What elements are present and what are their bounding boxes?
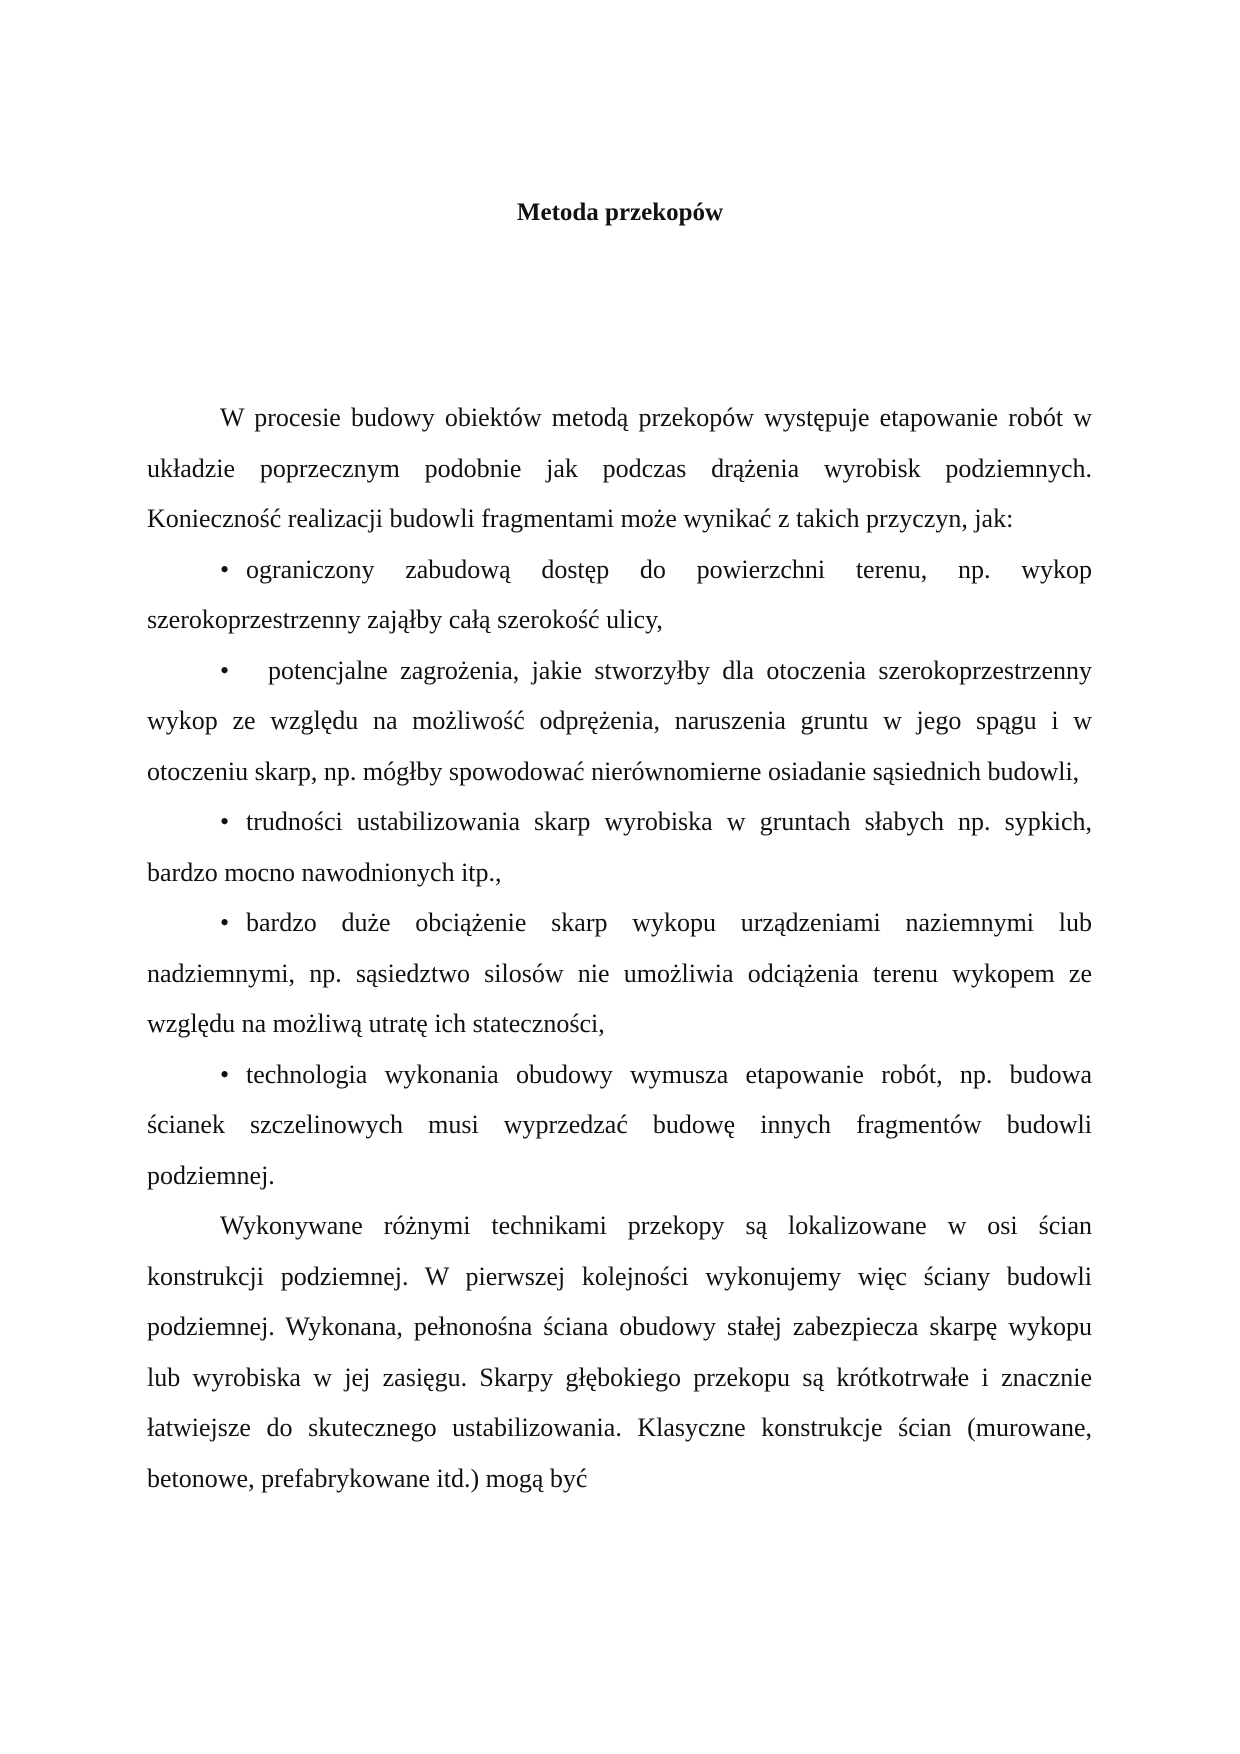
bullet-text: technologia wykonania obudowy wymusza etapowanie robót, np. budowa ścianek szczelinowych musi wyprzedzać budowę innych fragmentów budowli podziemnej. bbox=[147, 1059, 1092, 1190]
bullet-text: bardzo duże obciążenie skarp wykopu urządzeniami naziemnymi lub nadziemnymi, np. sąsiedztwo silosów nie umożliwia odciążenia terenu wykopem ze względu na możliwą utratę ich stateczności, bbox=[147, 908, 1092, 1038]
bullet-text: trudności ustabilizowania skarp wyrobiska w gruntach słabych np. sypkich, bardzo mocno nawodnionych itp., bbox=[147, 807, 1092, 887]
bullet-icon: • bbox=[220, 554, 230, 584]
document-title: Metoda przekopów bbox=[516, 199, 724, 226]
bullet-item-1 bbox=[147, 545, 1092, 646]
bullet-text: ograniczony zabudową dostęp do powierzchni terenu, np. wykop szerokoprzestrzenny zająłby całą szerokość ulicy, bbox=[147, 554, 1092, 634]
paragraph-second: Wykonywane różnymi technikami przekopy są lokalizowane w osi ścian konstrukcji podziemnej. W pierwszej kolejności wykonujemy więc ściany budowli podziemnej. Wykonana, pełnonośna ściana obudowy stałej zabezpiecza skarpę wykopu lub wyrobiska w jej zasięgu. Skarpy głębokiego przekopu są krótkotrwałe i znacznie łatwiejsze do skutecznego ustabilizowania. Klasyczne konstrukcje ścian (murowane, betonowe, prefabrykowane itd.) mogą być bbox=[147, 1211, 1092, 1493]
bullet-icon: • bbox=[220, 908, 230, 937]
bullet-item-4 bbox=[147, 898, 1092, 1050]
bullet-icon: • bbox=[220, 807, 230, 836]
bullet-icon: • bbox=[220, 655, 230, 685]
bullet-text: potencjalne zagrożenia, jakie stworzyłby dla otoczenia szerokoprzestrzenny wykop ze względu na możliwość odprężenia, naruszenia gruntu w jego spągu i w otoczeniu skarp, np. mógłby spowodować nierównomierne osiadanie sąsiednich budowli, bbox=[147, 655, 1092, 786]
bullet-item-5 bbox=[147, 1050, 1092, 1202]
document-body bbox=[147, 393, 1092, 1504]
bullet-item-3 bbox=[147, 797, 1092, 898]
bullet-icon: • bbox=[220, 1059, 230, 1089]
paragraph-intro: W procesie budowy obiektów metodą przekopów występuje etapowanie robót w układzie poprzecznym podobnie jak podczas drążenia wyrobisk podziemnych. Konieczność realizacji budowli fragmentami może wynikać z takich przyczyn, jak: bbox=[147, 403, 1092, 533]
bullet-item-2 bbox=[147, 646, 1092, 798]
